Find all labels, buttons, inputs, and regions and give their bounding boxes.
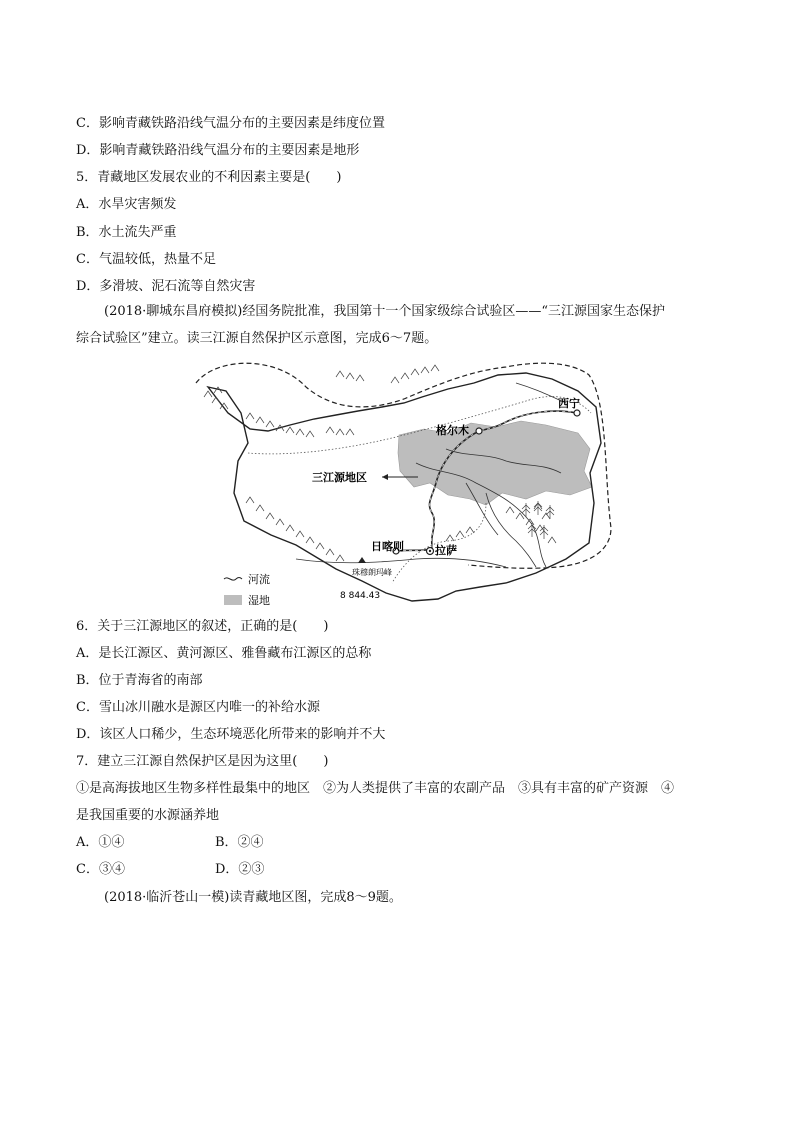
q5-option-a: A．水旱灾害频发 [76,197,177,212]
q6-option-a: A．是长江源区、黄河源区、雅鲁藏布江源区的总称 [76,646,372,661]
q6-stem: 6．关于三江源地区的叙述，正确的是( ) [76,619,329,634]
label-geermu: 格尔木 [436,424,469,437]
q5-option-d: D．多滑坡、泥石流等自然灾害 [76,279,256,294]
q7-option-b: B．②④ [215,835,264,850]
label-rikaze: 日喀则 [371,540,404,553]
q7-option-c: C．③④ [76,862,125,877]
q5-option-c: C．气温较低，热量不足 [76,252,216,267]
intro-8-9: (2018·临沂苍山一模)读青藏地区图，完成8～9题。 [104,890,402,905]
label-xining: 西宁 [558,397,580,410]
forest-symbols [522,501,554,539]
wetland-area [398,421,592,505]
everest-marker [358,557,366,563]
q7-statements-line2: 是我国重要的水源涵养地 [76,808,220,823]
q6-option-c: C．雪山冰川融水是源区内唯一的补给水源 [76,700,320,715]
intro-6-7-line1: (2018·聊城东昌府模拟)经国务院批准，我国第十一个国家级综合试验区——“三江源国家生态保护 [104,304,666,319]
xining-city-dot [574,410,580,416]
q5-option-b: B．水土流失严重 [76,225,177,240]
label-elevation: 8 844.43 [340,591,381,601]
map-legend [224,572,270,605]
legend-wetland-label: 湿地 [248,594,270,605]
geermu-city-dot [476,428,482,434]
label-lasa: 拉萨 [435,544,457,557]
q7-option-d: D．②③ [215,862,265,877]
label-everest: 珠穆朗玛峰 [352,568,392,577]
q7-option-a: A．①④ [76,835,125,850]
q4-option-c: C．影响青藏铁路沿线气温分布的主要因素是纬度位置 [76,116,385,131]
legend-river-symbol [224,578,242,581]
q6-option-d: D．该区人口稀少，生态环境恶化所带来的影响并不大 [76,727,386,742]
q4-option-d: D．影响青藏铁路沿线气温分布的主要因素是地形 [76,143,360,158]
label-sanjiangyuan: 三江源地区 [312,471,367,484]
q7-statements-line1: ①是高海拔地区生物多样性最集中的地区 ②为人类提供了丰富的农副产品 ③具有丰富的矿产资源 ④ [76,781,675,796]
intro-6-7-line2: 综合试验区”建立。读三江源自然保护区示意图，完成6～7题。 [76,331,438,346]
legend-river-label: 河流 [248,573,270,586]
legend-wetland-swatch [224,595,242,605]
q5-stem: 5．青藏地区发展农业的不利因素主要是( ) [76,170,342,185]
q7-stem: 7．建立三江源自然保护区是因为这里( ) [76,754,329,769]
sanjiangyuan-map [186,353,616,605]
q6-option-b: B．位于青海省的南部 [76,673,203,688]
